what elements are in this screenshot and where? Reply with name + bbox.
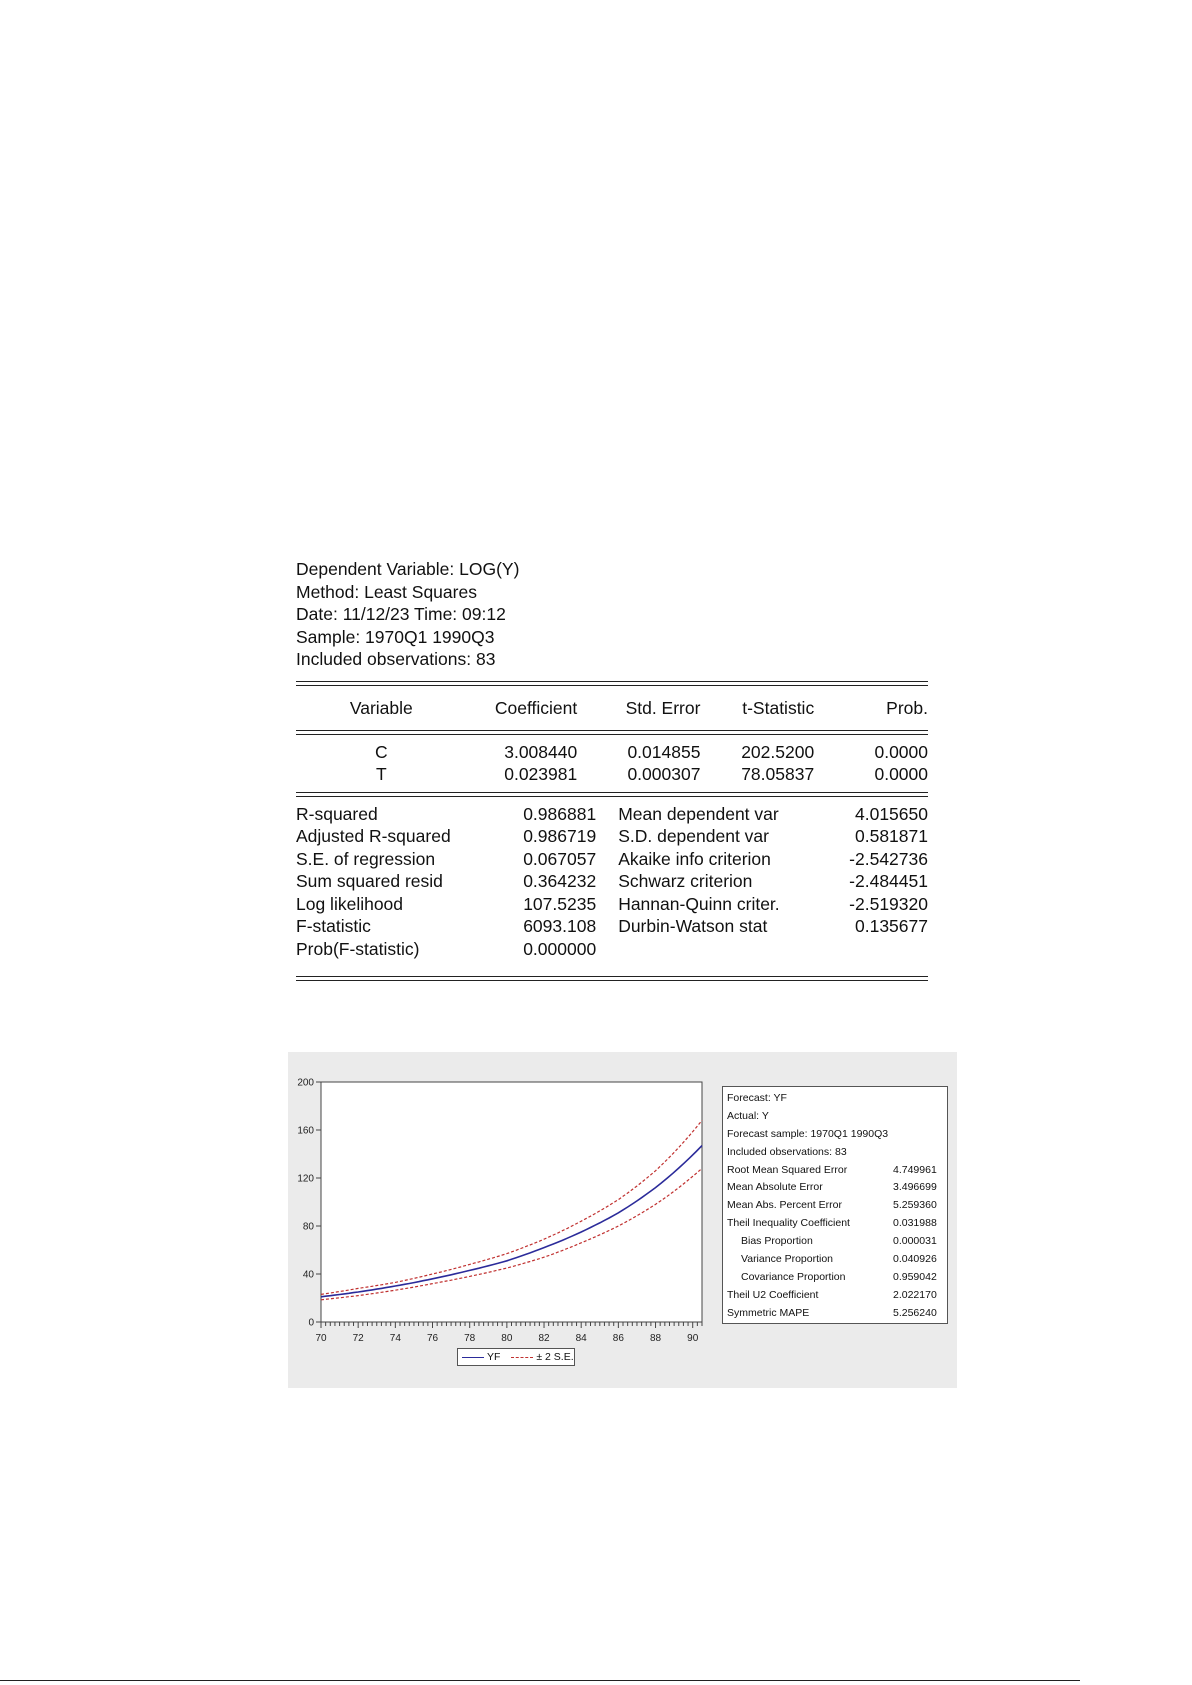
forecast-graph (288, 1052, 957, 1388)
forecast-stat-value: 5.256240 (893, 1306, 937, 1319)
header-coefficient: Coefficient (494, 697, 578, 718)
divider (296, 730, 928, 735)
stat-value (817, 938, 928, 961)
date-time: Date: 11/12/23 Time: 09:12 (296, 604, 506, 624)
x-tick-label: 76 (426, 1333, 439, 1344)
method: Method: Least Squares (296, 581, 477, 602)
forecast-stat-row (727, 1090, 943, 1108)
x-tick-label: 84 (575, 1333, 587, 1344)
stat-value: 4.015650 (855, 803, 928, 824)
stat-label: Schwarz criterion (618, 871, 753, 891)
table-row (296, 893, 928, 916)
stat-value: 6093.108 (523, 916, 597, 936)
stat-value: -2.484451 (849, 871, 928, 891)
y-tick-label: 160 (297, 1125, 314, 1137)
coefficient-table (296, 686, 928, 730)
stat-label: Mean dependent var (618, 803, 779, 824)
y-tick-label: 120 (297, 1173, 314, 1185)
stat-label: Durbin-Watson stat (618, 916, 768, 936)
divider (296, 792, 928, 797)
summary-statistics (296, 803, 928, 961)
x-tick-label: 78 (464, 1333, 476, 1344)
forecast-stat-label: Symmetric MAPE (727, 1306, 810, 1319)
forecast-stat-label: Forecast sample: 1970Q1 1990Q3 (727, 1127, 889, 1140)
header-t-statistic: t-Statistic (742, 697, 815, 718)
forecast-stat-label: Forecast: YF (727, 1092, 787, 1104)
legend-label-yf: YF (487, 1351, 501, 1363)
header-variable: Variable (349, 697, 413, 718)
included-observations: Included observations: 83 (296, 649, 496, 669)
stat-label: Sum squared resid (296, 871, 443, 891)
table-row (296, 870, 928, 893)
stat-label: Log likelihood (296, 893, 404, 914)
x-tick-label: 90 (687, 1333, 699, 1344)
forecast-statistics-box (722, 1086, 948, 1324)
forecast-stat-value: 0.959042 (893, 1270, 937, 1283)
forecast-stat-label: Mean Abs. Percent Error (727, 1199, 842, 1212)
chart-legend (457, 1348, 575, 1366)
stat-label: Prob(F-statistic) (296, 938, 420, 959)
coefficient-value: 0.023981 (504, 764, 578, 784)
stat-label: Hannan-Quinn criter. (618, 893, 780, 914)
forecast-stat-row (727, 1126, 943, 1144)
forecast-stat-value: 0.040926 (893, 1253, 937, 1266)
forecast-stat-label: Actual: Y (727, 1109, 769, 1122)
coefficient-rows (296, 741, 928, 786)
forecast-stat-row (727, 1108, 943, 1126)
std-error-value: 0.014855 (627, 741, 701, 762)
forecast-stat-label: Mean Absolute Error (727, 1181, 823, 1194)
x-tick-label: 72 (352, 1333, 364, 1344)
t-statistic-value: 202.5200 (741, 741, 815, 762)
stat-value: 0.135677 (855, 916, 928, 936)
table-row (296, 741, 928, 764)
stat-value: -2.519320 (849, 893, 928, 914)
forecast-stat-value: 5.259360 (893, 1199, 937, 1212)
regression-header (296, 558, 928, 671)
table-row (296, 803, 928, 826)
x-tick-label: 70 (315, 1333, 327, 1344)
forecast-stat-row (727, 1144, 943, 1162)
forecast-stat-value: 3.496699 (893, 1181, 937, 1194)
header-prob: Prob. (886, 697, 928, 718)
forecast-stat-row (727, 1269, 943, 1287)
std-error-value: 0.000307 (627, 764, 701, 784)
forecast-stat-row (727, 1233, 943, 1251)
forecast-stat-row (727, 1305, 943, 1323)
legend-swatch-yf (462, 1357, 484, 1358)
table-row (296, 763, 928, 786)
forecast-stat-value: 0.031988 (893, 1217, 937, 1230)
legend-swatch-se (511, 1357, 533, 1358)
y-tick-label: 80 (302, 1221, 314, 1233)
forecast-stat-row (727, 1287, 943, 1305)
stat-label: R-squared (296, 803, 378, 824)
forecast-stat-row (727, 1215, 943, 1233)
forecast-stat-label: Theil Inequality Coefficient (727, 1217, 850, 1230)
forecast-stat-label: Root Mean Squared Error (727, 1163, 848, 1176)
prob-value: 0.0000 (874, 764, 928, 784)
stat-label: Adjusted R-squared (296, 826, 451, 846)
dependent-variable: Dependent Variable: LOG(Y) (296, 559, 520, 579)
stat-value: 0.986719 (523, 826, 597, 846)
plot-area (321, 1082, 702, 1322)
divider (296, 976, 928, 981)
x-tick-label: 88 (649, 1333, 662, 1344)
y-tick-label: 40 (302, 1269, 314, 1281)
stat-label: Akaike info criterion (618, 848, 771, 869)
forecast-stat-row (727, 1179, 943, 1197)
stat-label: S.D. dependent var (618, 826, 769, 846)
forecast-stat-row (727, 1251, 943, 1269)
legend-label-se: ± 2 S.E. (536, 1351, 574, 1363)
sample: Sample: 1970Q1 1990Q3 (296, 626, 495, 647)
forecast-stat-row (727, 1162, 943, 1180)
coefficient-value: 3.008440 (504, 741, 578, 762)
forecast-stat-label: Theil U2 Coefficient (727, 1288, 819, 1301)
forecast-stat-label: Variance Proportion (741, 1253, 834, 1266)
y-tick-label: 200 (297, 1077, 314, 1089)
variable-name: T (375, 764, 387, 784)
prob-value: 0.0000 (874, 741, 928, 762)
header-std-error: Std. Error (625, 697, 701, 718)
column-headers (296, 686, 928, 730)
stat-value: 0.986881 (523, 803, 597, 824)
stat-value: 107.5235 (523, 893, 597, 914)
x-tick-label: 74 (389, 1333, 401, 1344)
stat-value: 0.581871 (855, 826, 928, 846)
t-statistic-value: 78.05837 (741, 764, 815, 784)
variable-name: C (374, 741, 388, 762)
forecast-stat-label: Included observations: 83 (727, 1145, 847, 1158)
stat-value: -2.542736 (849, 848, 928, 869)
regression-output (296, 558, 928, 981)
page-footer-rule (0, 1680, 1080, 1681)
x-tick-label: 80 (501, 1333, 513, 1344)
stat-label (596, 938, 817, 961)
forecast-stat-value: 0.000031 (893, 1235, 937, 1248)
stat-label: F-statistic (296, 916, 371, 936)
table-row (296, 938, 928, 961)
x-tick-label: 86 (612, 1333, 624, 1344)
stat-label: S.E. of regression (296, 848, 436, 869)
table-row (296, 848, 928, 871)
stat-value: 0.067057 (523, 848, 597, 869)
forecast-stat-value: 2.022170 (893, 1288, 937, 1301)
table-row (296, 825, 928, 848)
stat-value: 0.364232 (523, 871, 597, 891)
forecast-stat-row (727, 1197, 943, 1215)
forecast-stat-label: Bias Proportion (741, 1235, 813, 1248)
y-tick-label: 0 (308, 1317, 314, 1329)
forecast-stat-value: 4.749961 (893, 1163, 937, 1176)
table-row (296, 915, 928, 938)
stat-value: 0.000000 (523, 938, 597, 959)
x-tick-label: 82 (538, 1333, 550, 1344)
forecast-stat-label: Covariance Proportion (741, 1270, 846, 1283)
